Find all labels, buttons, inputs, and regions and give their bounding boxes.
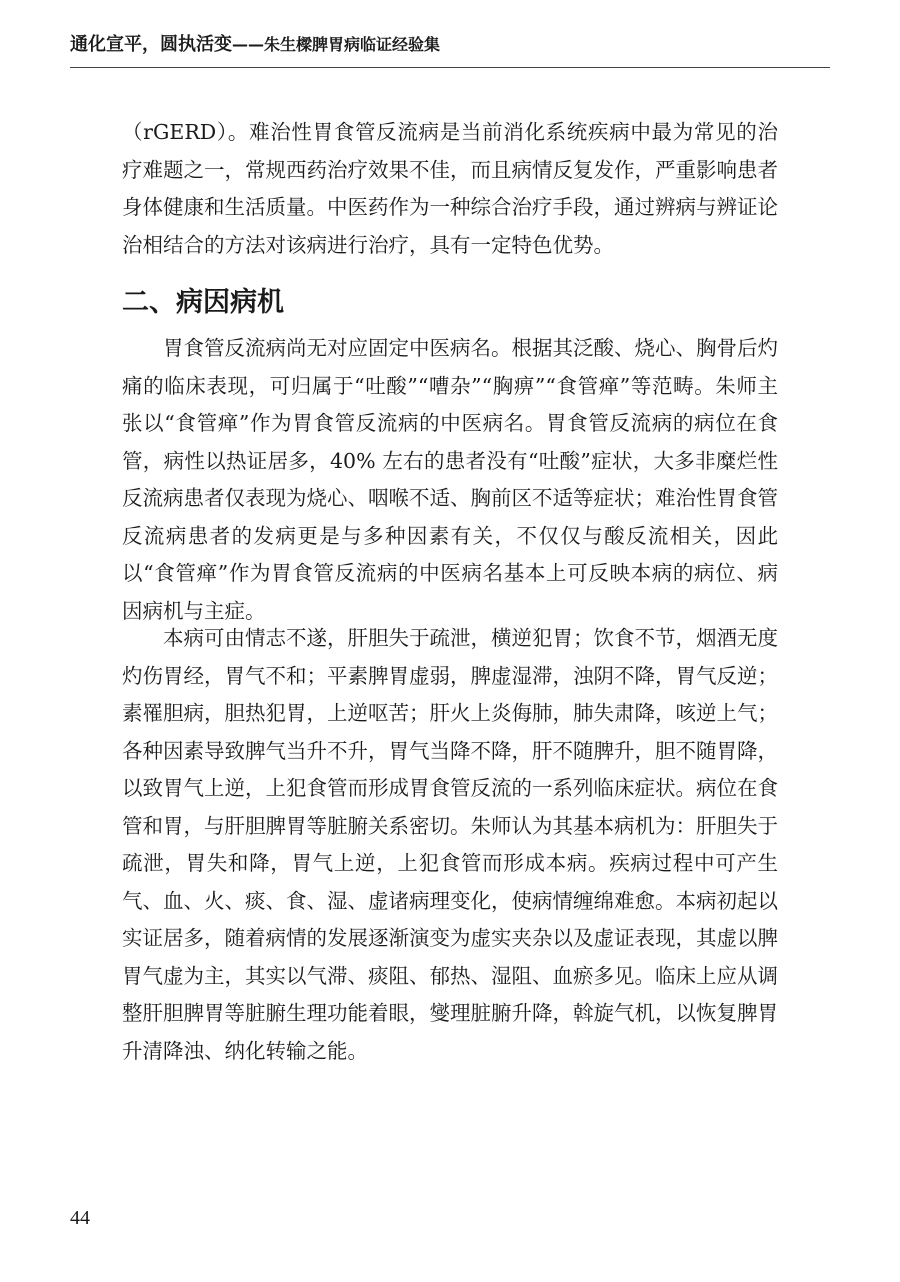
book-title: 通化宣平，圆执活变 (70, 34, 232, 55)
section-heading: 二、病因病机 (122, 287, 284, 318)
page-number: 44 (70, 1207, 90, 1229)
book-subtitle: ——朱生樑脾胃病临证经验集 (232, 35, 441, 54)
paragraph-intro: （rGERD）。难治性胃食管反流病是当前消化系统疾病中最为常见的治疗难题之一，常规西药治疗效果不佳，而且病情反复发作，严重影响患者身体健康和生活质量。中医药作为一种综合治疗手段，通过辨病与辨证论治相结合的方法对该病进行治疗，具有一定特色优势。 (122, 120, 778, 257)
header-rule (70, 67, 830, 68)
paragraph-etiology-2: 本病可由情志不遂，肝胆失于疏泄，横逆犯胃；饮食不节，烟酒无度灼伤胃经，胃气不和；平素脾胃虚弱，脾虚湿滞，浊阴不降，胃气反逆；素罹胆病，胆热犯胃，上逆呕苦；肝火上炎侮肺，肺失肃降，咳逆上气；各种因素导致脾气当升不升，胃气当降不降，肝不随脾升，胆不随胃降，以致胃气上逆，上犯食管而形成胃食管反流的一系列临床症状。病位在食管和胃，与肝胆脾胃等脏腑关系密切。朱师认为其基本病机为：肝胆失于疏泄，胃失和降，胃气上逆，上犯食管而形成本病。疾病过程中可产生气、血、火、痰、食、湿、虚诸病理变化，使病情缠绵难愈。本病初起以实证居多，随着病情的发展逐渐演变为虚实夹杂以及虚证表现，其虚以脾胃气虚为主，其实以气滞、痰阻、郁热、湿阻、血瘀多见。临床上应从调整肝胆脾胃等脏腑生理功能着眼，燮理脏腑升降，斡旋气机，以恢复脾胃升清降浊、纳化转输之能。 (122, 626, 778, 1063)
running-header (70, 30, 850, 64)
paragraph-etiology-1: 胃食管反流病尚无对应固定中医病名。根据其泛酸、烧心、胸骨后灼痛的临床表现，可归属于“吐酸”“嘈杂”“胸痹”“食管瘅”等范畴。朱师主张以“食管瘅”作为胃食管反流病的中医病名。胃食管反流病的病位在食管，病性以热证居多，40% 左右的患者没有“吐酸”症状，大多非糜烂性反流病患者仅表现为烧心、咽喉不适、胸前区不适等症状；难治性胃食管反流病患者的发病更是与多种因素有关，不仅仅与酸反流相关，因此以“食管瘅”作为胃食管反流病的中医病名基本上可反映本病的病位、病因病机与主症。 (122, 336, 778, 623)
